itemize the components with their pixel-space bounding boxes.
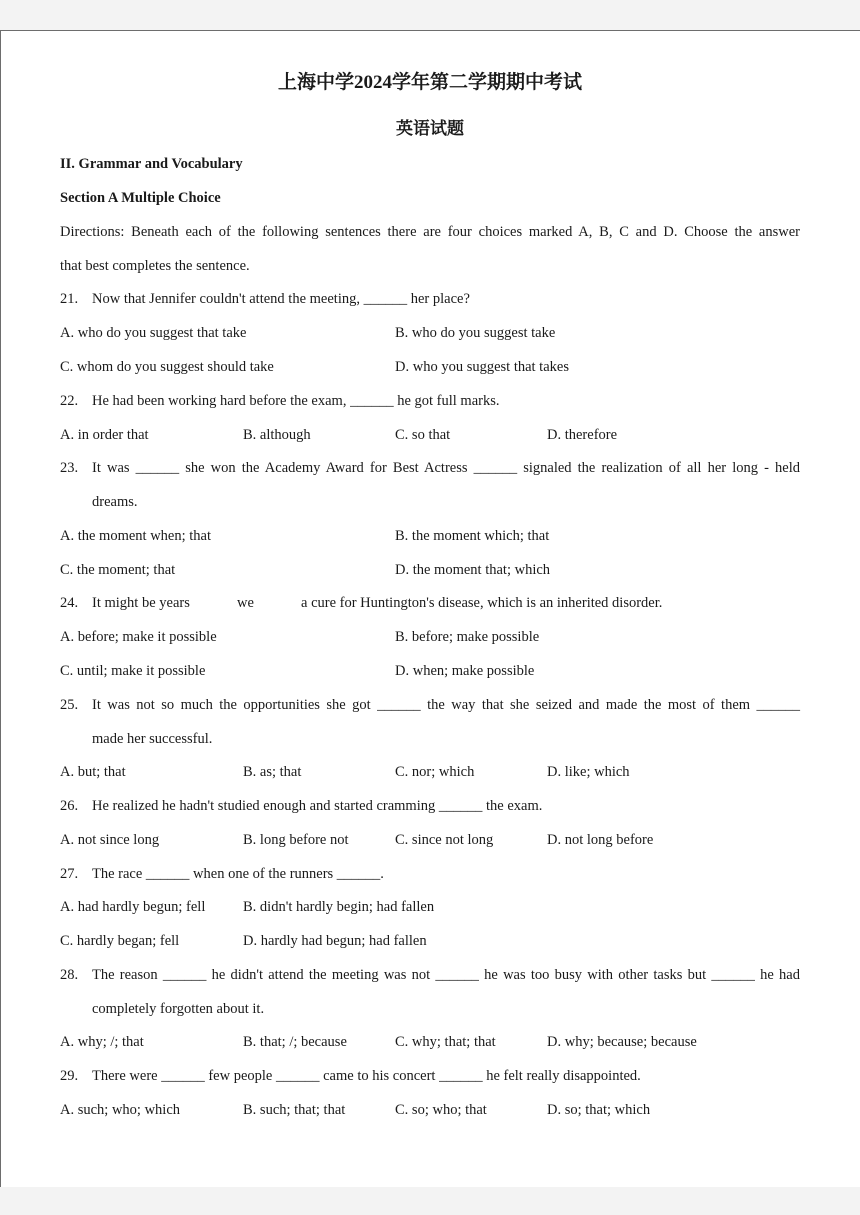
- option-27-a: A. had hardly begun; fell: [60, 899, 206, 915]
- option-26-b: B. long before not: [243, 832, 349, 848]
- option-27-c: C. hardly began; fell: [60, 933, 180, 949]
- option-26-a: A. not since long: [60, 832, 160, 848]
- option-23-c: C. the moment; that: [60, 562, 176, 578]
- question-28: [60, 965, 800, 985]
- option-22-c: C. so that: [395, 427, 451, 443]
- question-27: [60, 864, 384, 884]
- question-text: He had been working hard before the exam, ______ he got full marks.: [92, 393, 500, 409]
- question-text: He realized he hadn't studied enough and started cramming ______ the exam.: [92, 798, 543, 814]
- question-number: 25.: [60, 697, 79, 713]
- question-number: 27.: [60, 866, 79, 882]
- question-number: 29.: [60, 1068, 79, 1084]
- question-text: It might be years we a cure for Huntington's disease, which is an inherited disorder.: [92, 595, 663, 611]
- question-number: 22.: [60, 393, 79, 409]
- question-24: [60, 593, 662, 613]
- question-21: [60, 289, 470, 309]
- question-number: 23.: [60, 460, 79, 476]
- option-27-d: D. hardly had begun; had fallen: [243, 933, 427, 949]
- option-24-a: A. before; make it possible: [60, 629, 217, 645]
- option-26-d: D. not long before: [547, 832, 654, 848]
- option-28-b: B. that; /; because: [243, 1034, 347, 1050]
- question-23: [60, 458, 800, 478]
- option-21-d: D. who you suggest that takes: [395, 359, 569, 375]
- option-25-a: A. but; that: [60, 764, 126, 780]
- option-23-a: A. the moment when; that: [60, 528, 212, 544]
- option-21-b: B. who do you suggest take: [395, 325, 556, 341]
- section-heading: II. Grammar and Vocabulary: [60, 156, 243, 172]
- question-25-cont: made her successful.: [92, 731, 213, 747]
- option-28-a: A. why; /; that: [60, 1034, 144, 1050]
- option-29-b: B. such; that; that: [243, 1102, 346, 1118]
- page-title: 上海中学2024学年第二学期期中考试: [277, 72, 582, 93]
- option-29-a: A. such; who; which: [60, 1102, 181, 1118]
- option-27-b: B. didn't hardly begin; had fallen: [243, 899, 435, 915]
- option-24-b: B. before; make possible: [395, 629, 540, 645]
- option-24-c: C. until; make it possible: [60, 663, 206, 679]
- question-26: [60, 796, 542, 816]
- question-25: [60, 695, 800, 715]
- option-21-a: A. who do you suggest that take: [60, 325, 247, 341]
- option-21-c: C. whom do you suggest should take: [60, 359, 274, 375]
- question-text: The race ______ when one of the runners ______.: [92, 866, 384, 882]
- question-number: 26.: [60, 798, 79, 814]
- question-text: It was ______ she won the Academy Award for Best Actress ______ signaled the realization of all her long - held: [92, 460, 800, 476]
- question-text: It was not so much the opportunities she got ______ the way that she seized and made the most of them ______: [92, 697, 800, 713]
- question-number: 21.: [60, 291, 79, 307]
- option-23-d: D. the moment that; which: [395, 562, 551, 578]
- option-28-c: C. why; that; that: [395, 1034, 496, 1050]
- option-25-c: C. nor; which: [395, 764, 475, 780]
- subsection-heading: Section A Multiple Choice: [60, 190, 221, 206]
- question-text: There were ______ few people ______ came to his concert ______ he felt really disappointed.: [92, 1068, 641, 1084]
- option-29-d: D. so; that; which: [547, 1102, 651, 1118]
- question-28-cont: completely forgotten about it.: [92, 1001, 265, 1017]
- option-26-c: C. since not long: [395, 832, 494, 848]
- question-number: 28.: [60, 967, 79, 983]
- question-23-cont: dreams.: [92, 494, 138, 510]
- option-25-d: D. like; which: [547, 764, 630, 780]
- question-22: [60, 391, 500, 411]
- option-24-d: D. when; make possible: [395, 663, 535, 679]
- option-25-b: B. as; that: [243, 764, 302, 780]
- directions-line-1: Directions: Beneath each of the following sentences there are four choices marked A, B, C and D. Choose the answer: [60, 224, 800, 240]
- option-22-a: A. in order that: [60, 427, 149, 443]
- directions-line-2: that best completes the sentence.: [60, 258, 250, 274]
- question-29: [60, 1066, 641, 1086]
- question-text: The reason ______ he didn't attend the meeting was not ______ he was too busy with other tasks but ______ he had: [92, 967, 800, 983]
- option-22-b: B. although: [243, 427, 311, 443]
- question-text: Now that Jennifer couldn't attend the meeting, ______ her place?: [92, 291, 470, 307]
- page-subtitle: 英语试题: [396, 119, 464, 138]
- option-28-d: D. why; because; because: [547, 1034, 697, 1050]
- question-number: 24.: [60, 595, 79, 611]
- option-22-d: D. therefore: [547, 427, 618, 443]
- option-23-b: B. the moment which; that: [395, 528, 550, 544]
- option-29-c: C. so; who; that: [395, 1102, 487, 1118]
